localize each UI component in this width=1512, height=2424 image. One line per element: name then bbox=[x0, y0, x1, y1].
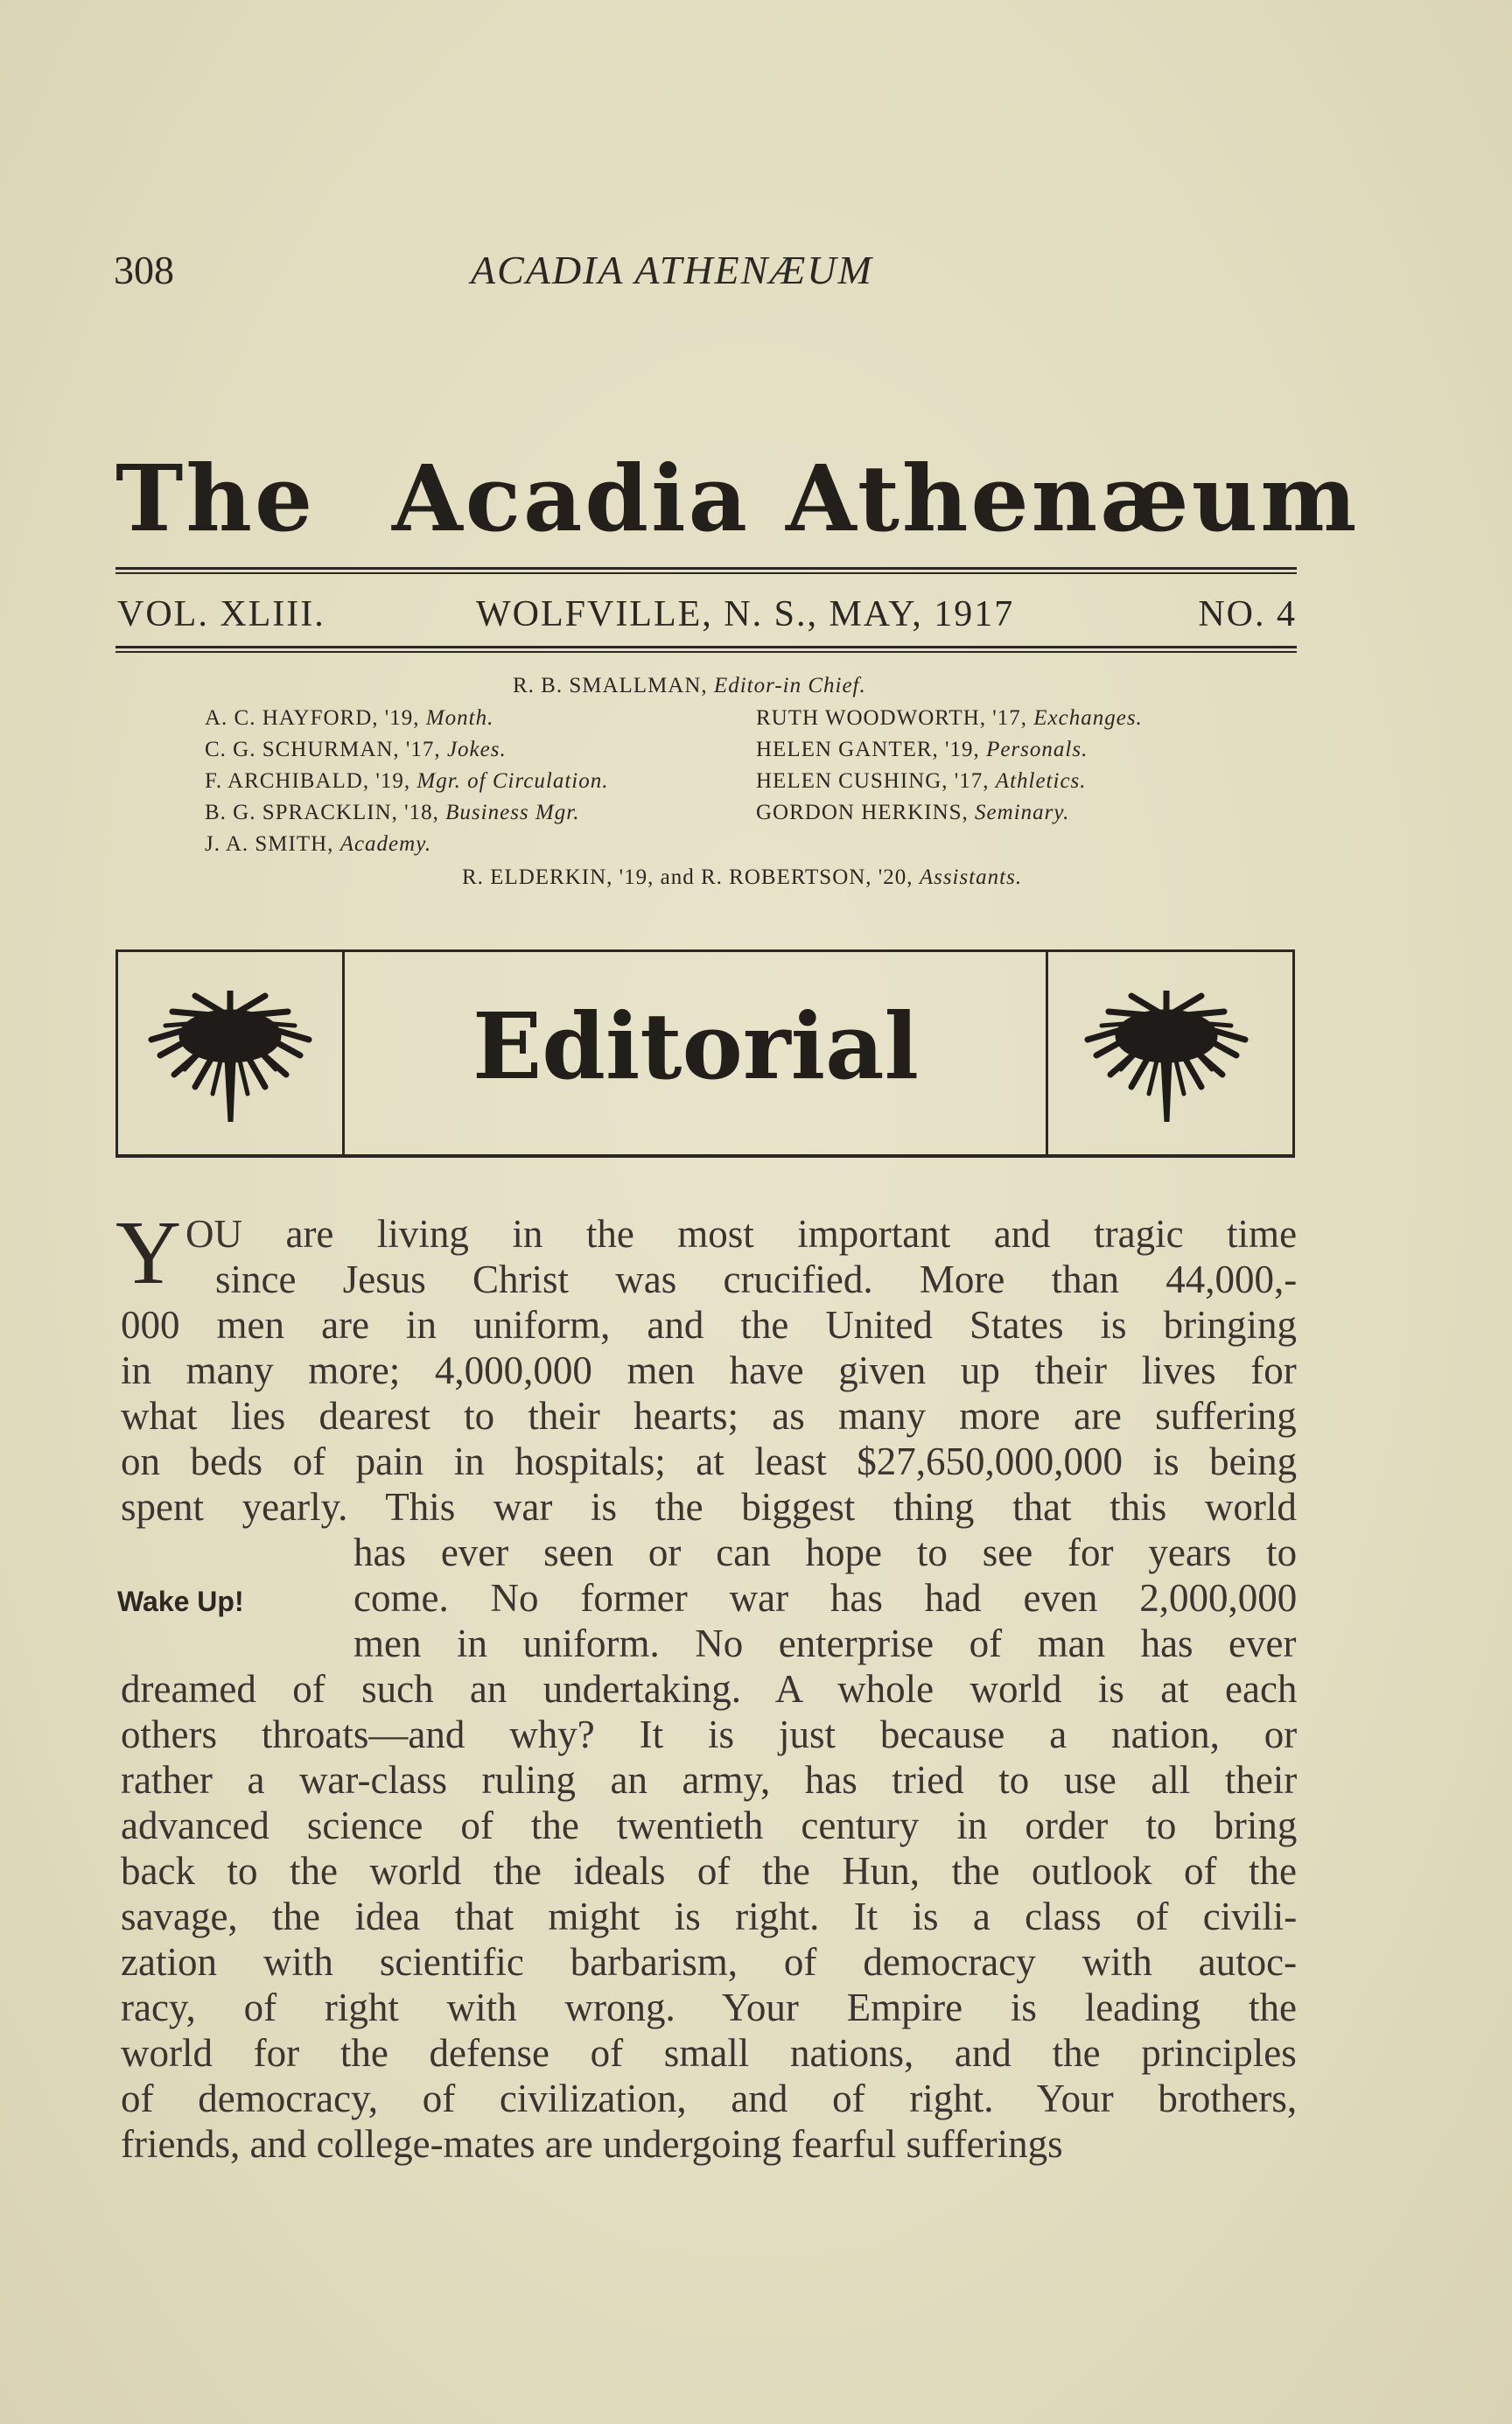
article-line: of democracy, of civilization, and of right. Your brothers, bbox=[121, 2077, 1298, 2120]
staff-name: R. ELDERKIN, '19, and R. ROBERTSON, '20, bbox=[462, 865, 914, 889]
article-line: since Jesus Christ was crucified. More than 44,000,- bbox=[215, 1258, 1298, 1301]
staff-role: Athletics. bbox=[995, 769, 1087, 793]
article-line: what lies dearest to their hearts; as many more are suffering bbox=[121, 1394, 1297, 1438]
staff-name: GORDON HERKINS, bbox=[756, 801, 969, 824]
article-line: 000 men are in uniform, and the United States is bringing bbox=[121, 1303, 1298, 1347]
staff-role: Academy. bbox=[340, 832, 432, 856]
staff-name: C. G. SCHURMAN, '17, bbox=[205, 738, 441, 761]
article-line: dreamed of such an undertaking. A whole world is at each bbox=[121, 1667, 1298, 1711]
staff-role: Business Mgr. bbox=[445, 801, 580, 824]
staff-assistants bbox=[462, 865, 1022, 890]
staff-entry bbox=[205, 738, 507, 762]
article-line: others throats—and why? It is just because a nation, or bbox=[121, 1713, 1298, 1756]
article-line: world for the defense of small nations, and the principles bbox=[121, 2031, 1297, 2075]
issue-line bbox=[116, 593, 1297, 637]
staff-entry bbox=[756, 738, 1088, 762]
masthead-word-athenaeum: Athenæum bbox=[786, 445, 1360, 552]
article-line: OU are living in the most important and tragic time bbox=[186, 1212, 1298, 1256]
staff-chief bbox=[513, 674, 866, 698]
staff-role: Personals. bbox=[986, 738, 1088, 761]
staff-entry bbox=[205, 769, 608, 794]
staff-role: Jokes. bbox=[446, 738, 507, 761]
page-number: 308 bbox=[114, 248, 174, 292]
staff-entry bbox=[756, 706, 1143, 731]
staff-role: Assistants. bbox=[919, 865, 1023, 889]
article-line: advanced science of the twentieth century in order to bring bbox=[121, 1804, 1298, 1847]
article-line: friends, and college-mates are undergoing fearful sufferings bbox=[121, 2122, 1063, 2166]
staff-role: Editor-in Chief. bbox=[713, 674, 866, 697]
masthead-title bbox=[114, 445, 1360, 558]
staff-role: Month. bbox=[425, 706, 494, 730]
article-line: on beds of pain in hospitals; at least $27,650,000,000 is being bbox=[121, 1440, 1298, 1483]
sidenote-wake-up: Wake Up! bbox=[117, 1586, 244, 1617]
staff-entry bbox=[756, 769, 1087, 794]
drop-cap: Y bbox=[116, 1202, 182, 1303]
staff-entry bbox=[205, 832, 431, 857]
staff-name: F. ARCHIBALD, '19, bbox=[205, 769, 411, 793]
article-line: back to the world the ideals of the Hun, the outlook of the bbox=[121, 1849, 1297, 1893]
article-line: zation with scientific barbarism, of democracy with autoc- bbox=[121, 1940, 1298, 1984]
staff-entry bbox=[205, 801, 579, 825]
staff-name: HELEN GANTER, '19, bbox=[756, 738, 980, 761]
staff-name: A. C. HAYFORD, '19, bbox=[205, 706, 420, 730]
issue-number-label: NO. 4 bbox=[1198, 594, 1297, 634]
masthead-word-the: The bbox=[116, 445, 316, 552]
staff-name: RUTH WOODWORTH, '17, bbox=[756, 706, 1028, 730]
staff-name: J. A. SMITH, bbox=[205, 832, 334, 856]
staff-entry bbox=[205, 706, 494, 731]
tree-ornament-icon bbox=[143, 991, 318, 1122]
article-line: racy, of right with wrong. Your Empire is leading the bbox=[121, 1986, 1297, 2029]
editorial-title: Editorial bbox=[472, 992, 920, 1100]
article-line: men in uniform. No enterprise of man has ever bbox=[354, 1622, 1297, 1665]
staff-name: B. G. SPRACKLIN, '18, bbox=[205, 801, 439, 824]
masthead-rule-bottom bbox=[116, 646, 1297, 653]
article-line: come. No former war has had even 2,000,000 bbox=[354, 1576, 1298, 1620]
place-date-label: WOLFVILLE, N. S., MAY, 1917 bbox=[476, 594, 1015, 634]
masthead-word-acadia: Acadia bbox=[392, 445, 751, 552]
running-header bbox=[114, 247, 989, 299]
staff-role: Seminary. bbox=[975, 801, 1070, 824]
banner-divider-right bbox=[1046, 952, 1048, 1154]
running-title: ACADIA ATHENÆUM bbox=[471, 248, 873, 292]
volume-label: VOL. XLIII. bbox=[117, 594, 326, 634]
banner-divider-left bbox=[342, 952, 345, 1154]
staff-name: HELEN CUSHING, '17, bbox=[756, 769, 990, 793]
staff-role: Mgr. of Circulation. bbox=[416, 769, 609, 793]
article-line: in many more; 4,000,000 men have given up their lives for bbox=[121, 1349, 1297, 1392]
article-line: rather a war-class ruling an army, has tried to use all their bbox=[121, 1758, 1298, 1802]
staff-entry bbox=[756, 801, 1069, 825]
article-line: spent yearly. This war is the biggest thing that this world bbox=[121, 1485, 1297, 1529]
editorial-banner bbox=[116, 949, 1295, 1158]
staff-role: Exchanges. bbox=[1033, 706, 1143, 730]
staff-name: R. B. SMALLMAN, bbox=[513, 674, 708, 697]
article-line: has ever seen or can hope to see for years to bbox=[354, 1531, 1298, 1574]
masthead-rule-top bbox=[116, 567, 1297, 574]
article-line: savage, the idea that might is right. It is a class of civili- bbox=[121, 1895, 1298, 1938]
tree-ornament-icon bbox=[1079, 991, 1254, 1122]
